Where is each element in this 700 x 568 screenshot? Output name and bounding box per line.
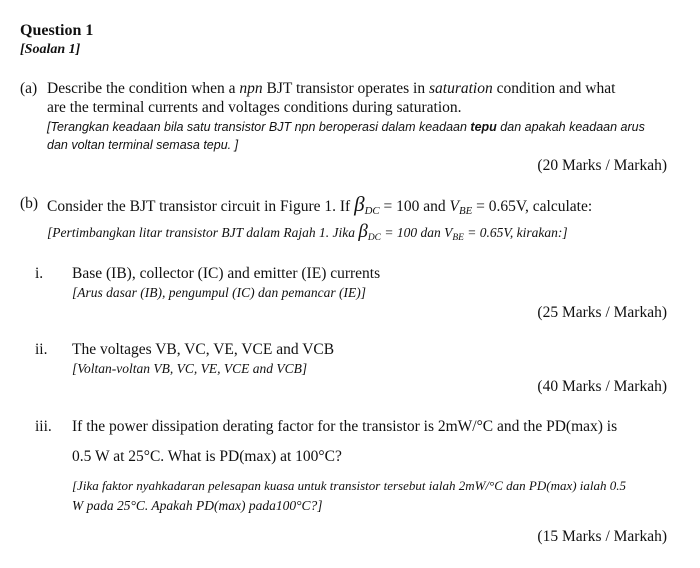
part-a-label: (a) bbox=[20, 80, 38, 97]
part-a-line2: are the terminal currents and voltages conditions during saturation. bbox=[47, 99, 462, 116]
part-a-translation-line1: [Terangkan keadaan bila satu transistor BJT npn beroperasi dalam keadaan tepu dan apakah keadaan arus bbox=[47, 120, 645, 134]
item-i-marks: (25 Marks / Markah) bbox=[537, 304, 667, 321]
item-iii-line2: 0.5 W at 25°C. What is PD(max) at 100°C? bbox=[72, 448, 342, 465]
item-i-translation: [Arus dasar (IB), pengumpul (IC) dan pemancar (IE)] bbox=[72, 285, 366, 300]
part-b-line: Consider the BJT transistor circuit in Figure 1. If $\beta_{DC} = 100$ and $V_{BE} = 0.65V$, calculate: bbox=[47, 192, 593, 217]
part-a-line1: Describe the condition when a npn BJT transistor operates in saturation condition and what bbox=[47, 80, 616, 97]
part-a-translation-line2: dan voltan terminal semasa tepu. ] bbox=[47, 138, 239, 152]
item-iii-marks: (15 Marks / Markah) bbox=[537, 528, 667, 545]
question-subtitle: [Soalan 1] bbox=[20, 42, 81, 57]
item-iii-line1: If the power dissipation derating factor for the transistor is 2mW/°C and the PD(max) is bbox=[72, 418, 618, 435]
item-iii-number: iii. bbox=[35, 418, 52, 435]
item-iii-translation-line1: [Jika faktor nyahkadaran pelesapan kuasa untuk transistor tersebut ialah 2mW/°C dan PD(max) ialah 0.5 bbox=[72, 478, 627, 493]
item-i-number: i. bbox=[35, 265, 44, 282]
item-ii-text: The voltages VB, VC, VE, VCE and VCB bbox=[72, 341, 335, 358]
item-ii-marks: (40 Marks / Markah) bbox=[537, 378, 667, 395]
part-b-translation: [Pertimbangkan litar transistor BJT dalam Rajah 1. Jika $\beta_{DC} = 100$ dan $V_{BE} = 0.65V$, kirakan:] bbox=[47, 221, 568, 243]
part-b-label: (b) bbox=[20, 195, 39, 212]
question-title: Question 1 bbox=[20, 22, 94, 39]
item-iii-translation-line2: W pada 25°C. Apakah PD(max) pada100°C?] bbox=[72, 498, 323, 513]
part-a-marks: (20 Marks / Markah) bbox=[537, 157, 667, 174]
item-i-text: Base (IB), collector (IC) and emitter (IE) currents bbox=[72, 265, 381, 282]
item-ii-number: ii. bbox=[35, 341, 48, 358]
item-ii-translation: [Voltan-voltan VB, VC, VE, VCE and VCB] bbox=[72, 361, 308, 376]
